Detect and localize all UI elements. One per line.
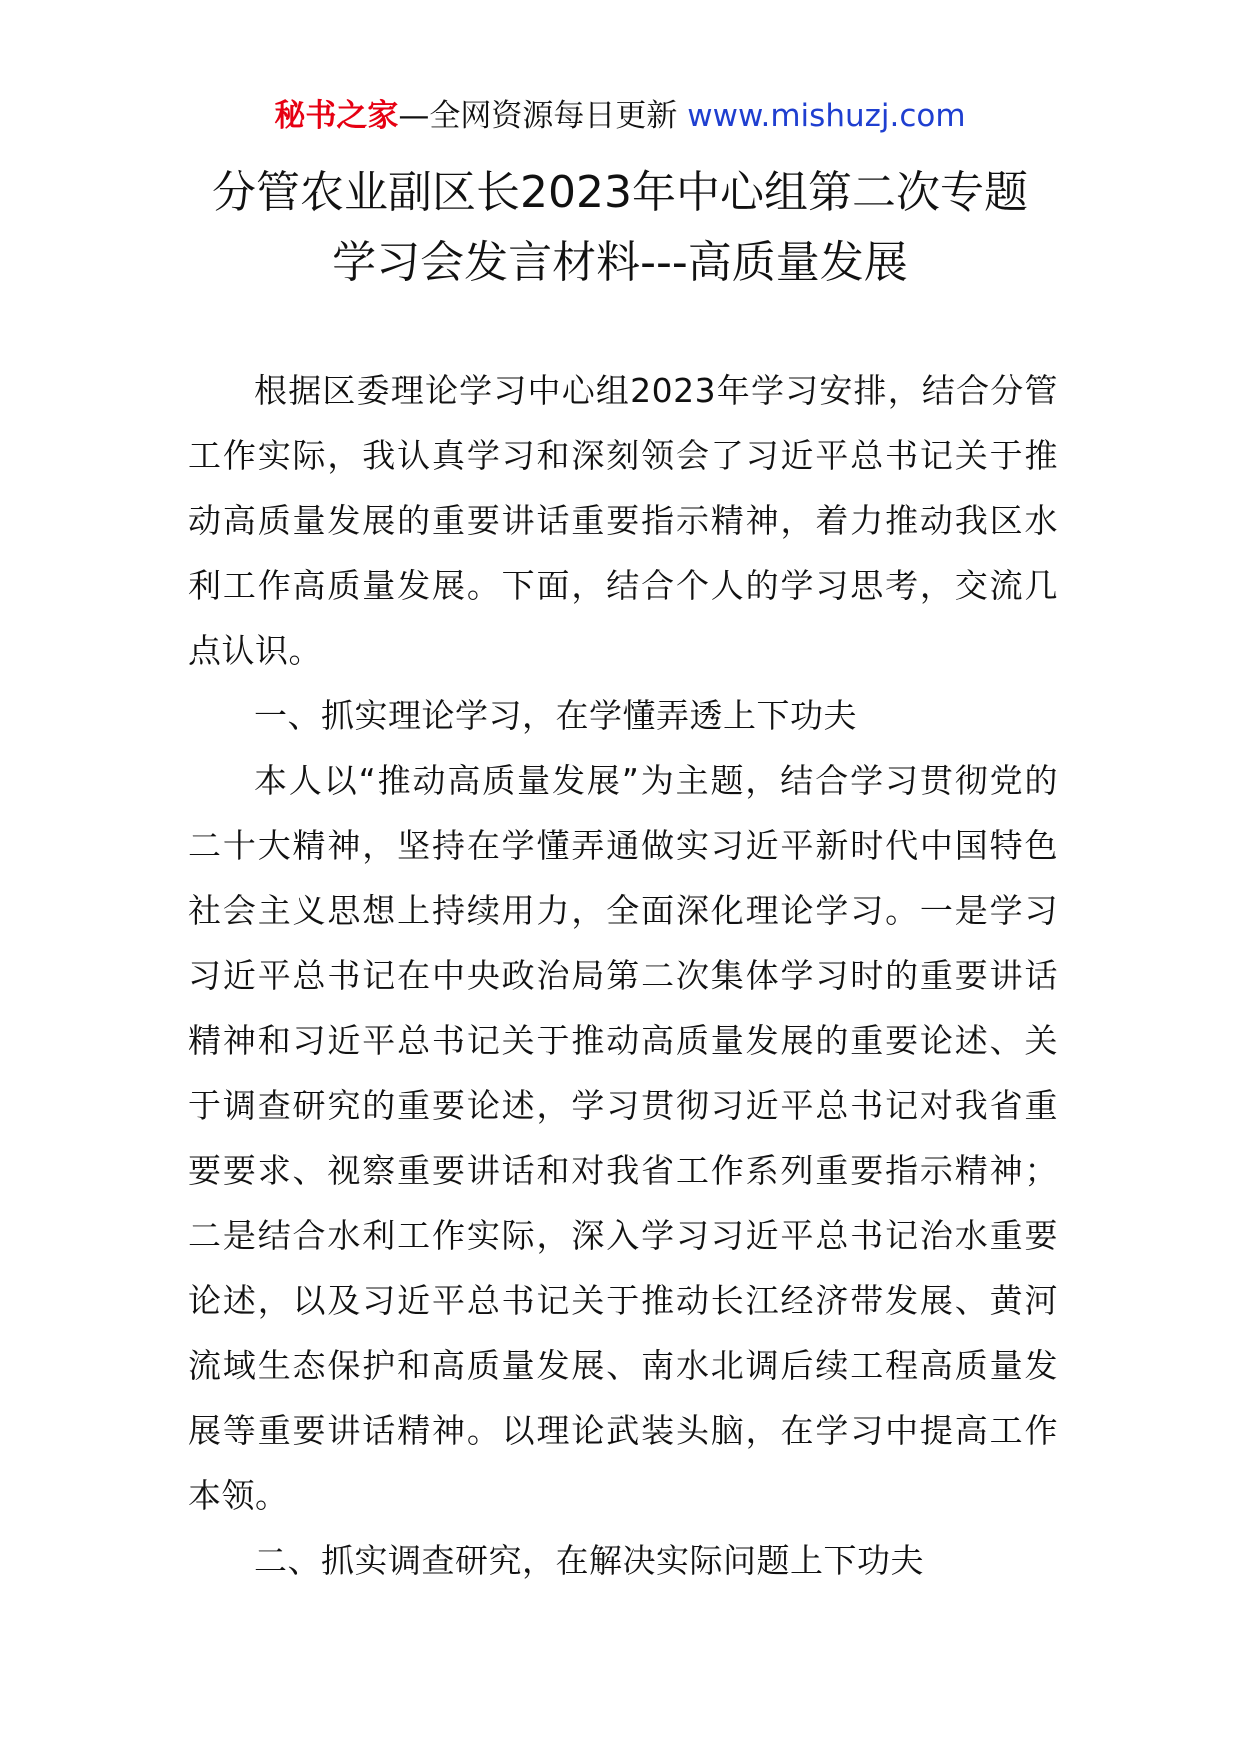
site-banner <box>0 96 1240 136</box>
banner-tagline: —全网资源每日更新 <box>398 98 688 134</box>
document-title <box>160 158 1080 298</box>
title-line-2: 学习会发言材料---高质量发展 <box>332 237 908 288</box>
intro-paragraph: 根据区委理论学习中心组2023年学习安排，结合分管工作实际，我认真学习和深刻领会了习近平总书记关于推动高质量发展的重要讲话重要指示精神，着力推动我区水利工作高质量发展。下面，结合个人的学习思考，交流几点认识。 <box>188 371 1058 670</box>
body-paragraph: 本人以“推动高质量发展”为主题，结合学习贯彻党的二十大精神，坚持在学懂弄通做实习近平新时代中国特色社会主义思想上持续用力，全面深化理论学习。一是学习习近平总书记在中央政治局第二次集体学习时的重要讲话精神和习近平总书记关于推动高质量发展的重要论述、关于调查研究的重要论述，学习贯彻习近平总书记对我省重要要求、视察重要讲话和对我省工作系列重要指示精神；二是结合水利工作实际，深入学习习近平总书记治水重要论述，以及习近平总书记关于推动长江经济带发展、黄河流域生态保护和高质量发展、南水北调后续工程高质量发展等重要讲话精神。以理论武装头脑，在学习中提高工作本领。 <box>188 761 1058 1515</box>
section-heading-1: 一、抓实理论学习，在学懂弄透上下功夫 <box>254 696 857 735</box>
document-body <box>188 358 1058 1593</box>
title-line-1: 分管农业副区长2023年中心组第二次专题 <box>212 167 1028 218</box>
brand-name: 秘书之家 <box>274 98 399 134</box>
site-url-link[interactable]: www.mishuzj.com <box>687 98 966 134</box>
section-heading-2: 二、抓实调查研究，在解决实际问题上下功夫 <box>254 1541 924 1580</box>
